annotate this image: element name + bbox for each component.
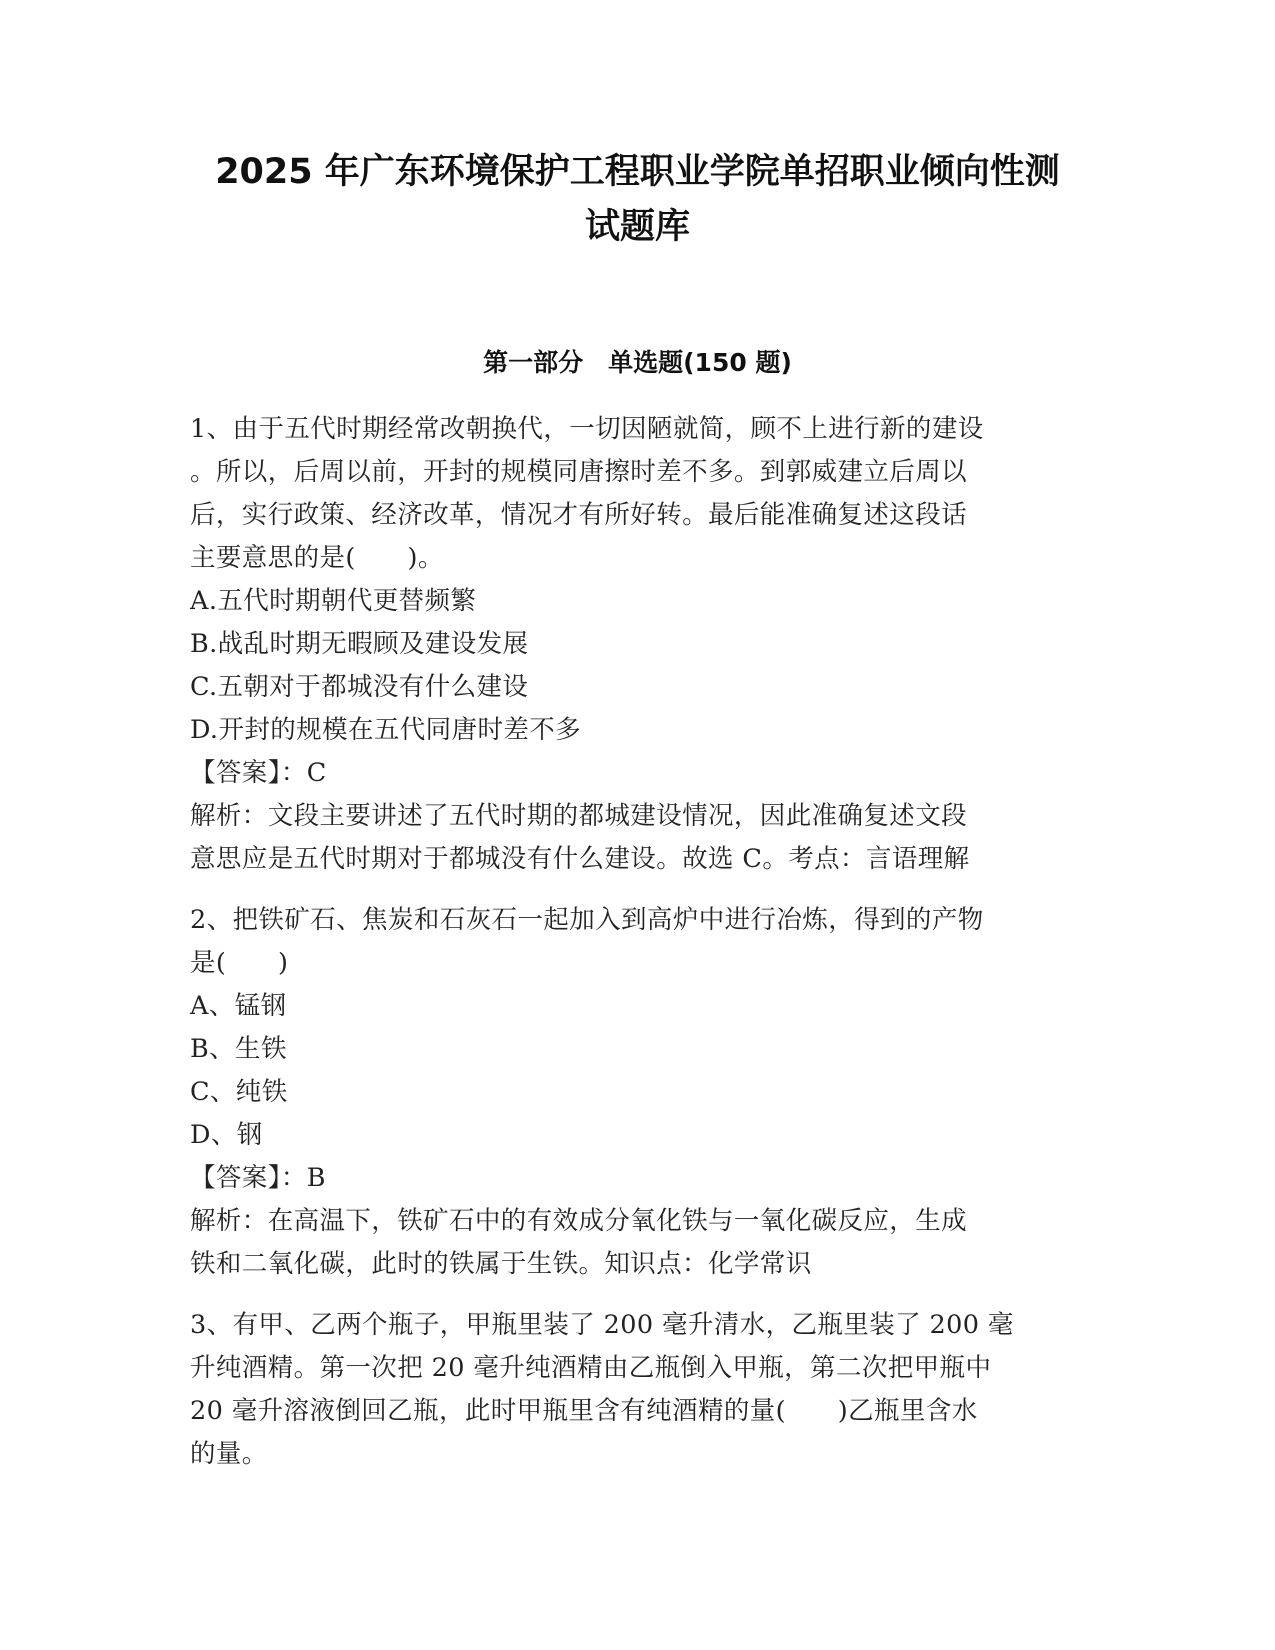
question-stem xyxy=(190,1304,1085,1476)
question-stem xyxy=(190,408,1085,580)
question-stem xyxy=(190,899,1085,985)
option-a: A、锰钢 xyxy=(190,991,287,1021)
analysis xyxy=(190,1200,1085,1286)
question-3 xyxy=(190,1304,1085,1476)
question-options xyxy=(190,580,1085,752)
option-b: B、生铁 xyxy=(190,1034,287,1064)
analysis-line: 解析：文段主要讲述了五代时期的都城建设情况，因此准确复述文段 xyxy=(190,801,968,831)
question-stem-line: 。所以，后周以前，开封的规模同唐擦时差不多。到郭威建立后周以 xyxy=(190,457,968,487)
option-c: C.五朝对于都城没有什么建设 xyxy=(190,672,529,702)
question-stem-line: 后，实行政策、经济改革，情况才有所好转。最后能准确复述这段话 xyxy=(190,500,968,530)
section-heading: 第一部分 单选题(150 题) xyxy=(483,348,792,377)
question-stem-line: 主要意思的是( )。 xyxy=(190,543,444,573)
question-2 xyxy=(190,899,1085,1286)
option-d: D.开封的规模在五代同唐时差不多 xyxy=(190,715,582,745)
question-stem-line: 1、由于五代时期经常改朝换代，一切因陋就简，顾不上进行新的建设 xyxy=(190,414,984,444)
question-stem-line: 20 毫升溶液倒回乙瓶，此时甲瓶里含有纯酒精的量( )乙瓶里含水 xyxy=(190,1396,978,1426)
option-a: A.五代时期朝代更替频繁 xyxy=(190,586,477,616)
option-c: C、纯铁 xyxy=(190,1077,288,1107)
analysis-line: 铁和二氧化碳，此时的铁属于生铁。知识点：化学常识 xyxy=(190,1249,812,1279)
question-options xyxy=(190,985,1085,1157)
answer-line: 【答案】：B xyxy=(190,1163,326,1193)
question-list xyxy=(190,408,1085,1476)
document-title-line-2: 试题库 xyxy=(584,207,690,247)
question-stem-line: 3、有甲、乙两个瓶子，甲瓶里装了 200 毫升清水，乙瓶里装了 200 毫 xyxy=(190,1310,1014,1340)
question-1 xyxy=(190,408,1085,881)
answer-line: 【答案】：C xyxy=(190,758,327,788)
question-stem-line: 升纯酒精。第一次把 20 毫升纯酒精由乙瓶倒入甲瓶，第二次把甲瓶中 xyxy=(190,1353,992,1383)
option-d: D、钢 xyxy=(190,1120,263,1150)
document-title xyxy=(120,145,1155,255)
question-stem-line: 2、把铁矿石、焦炭和石灰石一起加入到高炉中进行冶炼，得到的产物 xyxy=(190,905,984,935)
analysis xyxy=(190,795,1085,881)
document-title-line-1: 2025 年广东环境保护工程职业学院单招职业倾向性测 xyxy=(215,152,1060,192)
question-stem-line: 是( ) xyxy=(190,948,289,978)
analysis-line: 意思应是五代时期对于都城没有什么建设。故选 C。考点：言语理解 xyxy=(190,844,970,874)
analysis-line: 解析：在高温下，铁矿石中的有效成分氧化铁与一氧化碳反应，生成 xyxy=(190,1206,968,1236)
option-b: B.战乱时期无暇顾及建设发展 xyxy=(190,629,529,659)
question-stem-line: 的量。 xyxy=(190,1439,268,1469)
